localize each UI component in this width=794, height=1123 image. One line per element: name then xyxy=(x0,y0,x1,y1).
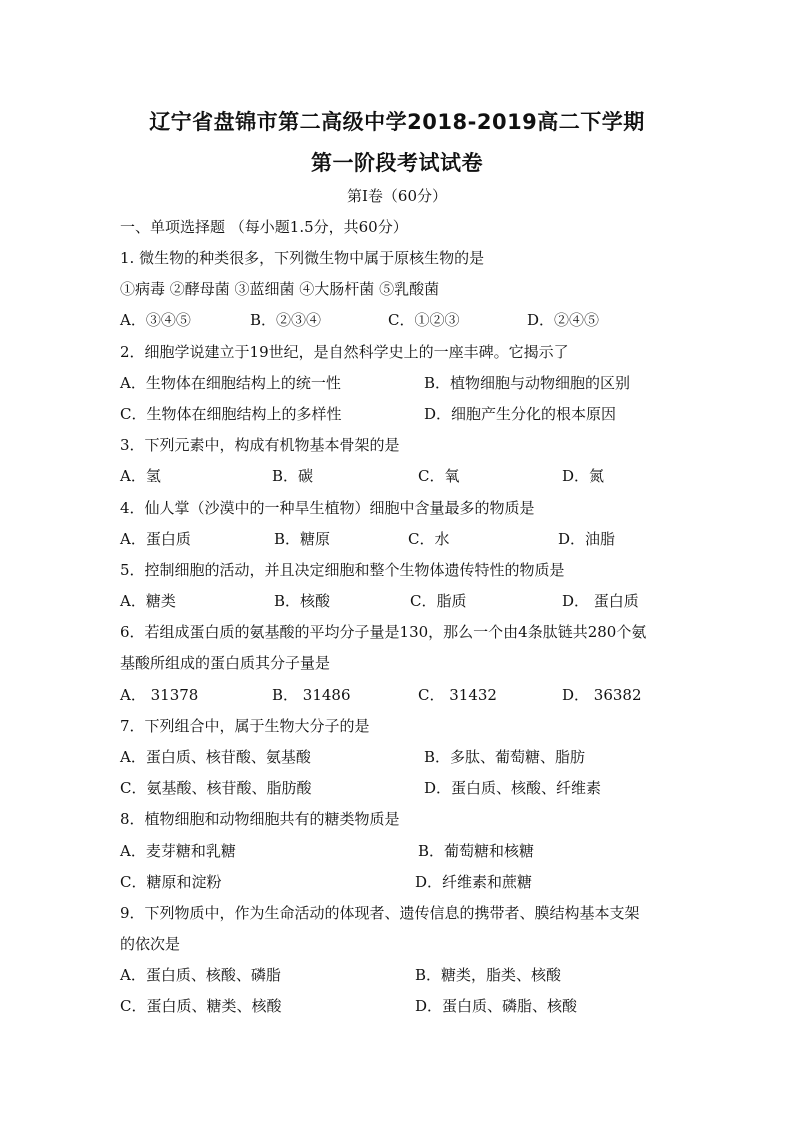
option-a: A．蛋白质 xyxy=(120,530,191,548)
question-stem: 2．细胞学说建立于19世纪，是自然科学史上的一座丰碑。它揭示了 xyxy=(120,343,569,361)
option-d: D．蛋白质、核酸、纤维素 xyxy=(424,779,602,797)
option-d: D．氮 xyxy=(562,467,605,485)
option-c: C．糖原和淀粉 xyxy=(120,873,222,891)
option-a: A．蛋白质、核苷酸、氨基酸 xyxy=(120,748,311,766)
option-d: D．蛋白质、磷脂、核酸 xyxy=(415,997,578,1015)
option-b: B．葡萄糖和核糖 xyxy=(418,842,535,860)
option-b: B．植物细胞与动物细胞的区别 xyxy=(424,374,631,392)
option-b: B．糖类，脂类、核酸 xyxy=(415,966,562,984)
option-b: B．②③④ xyxy=(250,311,322,329)
question-stem: 7．下列组合中，属于生物大分子的是 xyxy=(120,717,370,735)
option-c: C．①②③ xyxy=(388,311,460,329)
question-stem: 基酸所组成的蛋白质其分子量是 xyxy=(120,654,331,672)
question-stem: 9．下列物质中，作为生命活动的体现者、遗传信息的携带者、膜结构基本支架 xyxy=(120,904,640,922)
section-heading: 一、单项选择题 （每小题1.5分，共60分） xyxy=(120,218,408,236)
volume-label: 第Ⅰ卷（60分） xyxy=(346,187,447,205)
option-b: B． 31486 xyxy=(272,686,351,704)
option-b: B．多肽、葡萄糖、脂肪 xyxy=(424,748,586,766)
option-c: C．氧 xyxy=(418,467,460,485)
question-stem: 的依次是 xyxy=(120,935,181,953)
option-a: A．麦芽糖和乳糖 xyxy=(120,842,236,860)
option-c: C．蛋白质、糖类、核酸 xyxy=(120,997,282,1015)
option-d: D．油脂 xyxy=(558,530,616,548)
option-b: B．碳 xyxy=(272,467,314,485)
option-a: A．③④⑤ xyxy=(120,311,191,329)
option-c: C． 31432 xyxy=(418,686,497,704)
option-c: C．氨基酸、核苷酸、脂肪酸 xyxy=(120,779,312,797)
question-stem: 6．若组成蛋白质的氨基酸的平均分子量是130，那么一个由4条肽链共280个氨 xyxy=(120,623,647,641)
option-a: A．蛋白质、核酸、磷脂 xyxy=(120,966,281,984)
question-stem: 8．植物细胞和动物细胞共有的糖类物质是 xyxy=(120,810,400,828)
option-a: A．氢 xyxy=(120,467,161,485)
question-stem: 3．下列元素中，构成有机物基本骨架的是 xyxy=(120,436,400,454)
option-d: D． 蛋白质 xyxy=(562,592,639,610)
question-stem: 4．仙人掌（沙漠中的一种旱生植物）细胞中含量最多的物质是 xyxy=(120,499,535,517)
option-c: C．生物体在细胞结构上的多样性 xyxy=(120,405,342,423)
option-b: B．糖原 xyxy=(274,530,331,548)
question-stem: 5．控制细胞的活动，并且决定细胞和整个生物体遗传特性的物质是 xyxy=(120,561,565,579)
option-d: D．细胞产生分化的根本原因 xyxy=(424,405,617,423)
option-a: A． 31378 xyxy=(120,686,199,704)
question-stem: ①病毒 ②酵母菌 ③蓝细菌 ④大肠杆菌 ⑤乳酸菌 xyxy=(120,280,440,298)
option-d: D．纤维素和蔗糖 xyxy=(415,873,533,891)
option-c: C．水 xyxy=(408,530,450,548)
option-a: A．糖类 xyxy=(120,592,176,610)
option-b: B．核酸 xyxy=(274,592,331,610)
exam-title: 辽宁省盘锦市第二高级中学2018-2019高二下学期 xyxy=(149,110,645,134)
option-d: D． 36382 xyxy=(562,686,642,704)
question-stem: 1. 微生物的种类很多，下列微生物中属于原核生物的是 xyxy=(120,249,485,267)
option-d: D．②④⑤ xyxy=(527,311,600,329)
exam-subtitle: 第一阶段考试试卷 xyxy=(311,151,483,175)
option-c: C．脂质 xyxy=(410,592,467,610)
option-a: A．生物体在细胞结构上的统一性 xyxy=(120,374,341,392)
